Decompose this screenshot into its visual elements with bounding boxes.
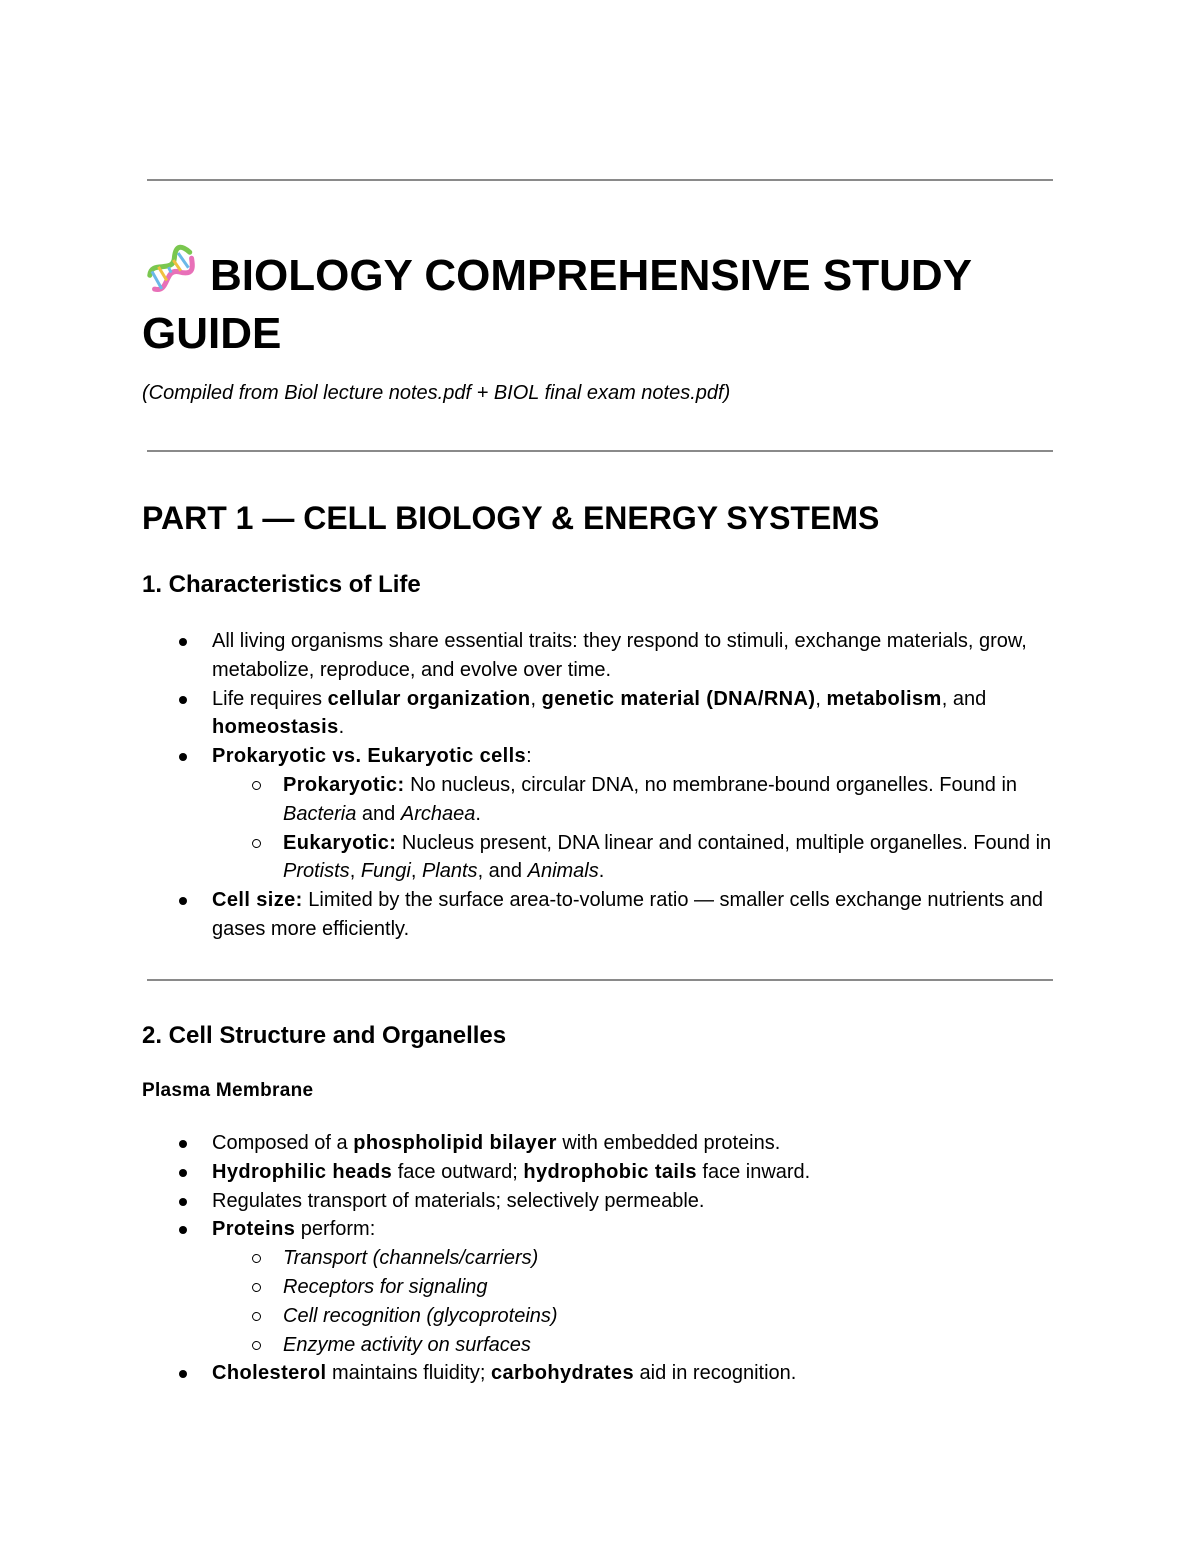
list-item: All living organisms share essential traits: they respond to stimuli, exchange materials, grow, metabolize, reproduce, and evolve over time. bbox=[142, 627, 1062, 685]
document-subtitle: (Compiled from Biol lecture notes.pdf + BIOL final exam notes.pdf) bbox=[142, 382, 731, 404]
sub-list-item: Prokaryotic: No nucleus, circular DNA, no membrane-bound organelles. Found in Bacteria and Archaea. bbox=[212, 771, 1062, 829]
list-item: Composed of a phospholipid bilayer with embedded proteins. bbox=[142, 1129, 1062, 1158]
horizontal-rule bbox=[147, 450, 1053, 452]
subsection-heading: Plasma Membrane bbox=[142, 1080, 314, 1101]
list-item: Regulates transport of materials; selectively permeable. bbox=[142, 1187, 1062, 1216]
list-item: Cholesterol maintains fluidity; carbohydrates aid in recognition. bbox=[142, 1359, 1062, 1388]
sub-list bbox=[212, 771, 1062, 886]
sub-list-item: Transport (channels/carriers) bbox=[212, 1244, 1062, 1273]
section-heading: 1. Characteristics of Life bbox=[142, 571, 421, 598]
list-item: Prokaryotic vs. Eukaryotic cells: Prokaryotic: No nucleus, circular DNA, no membrane-bound organelles. Found in Bacteria and Archaea. Eukaryotic: Nucleus present, DNA linear and contained, multiple organelles. Found in Protists, Fungi, Plants, and Animals. bbox=[142, 742, 1062, 886]
sub-list-item: Cell recognition (glycoproteins) bbox=[212, 1302, 1062, 1331]
list-item: Hydrophilic heads face outward; hydrophobic tails face inward. bbox=[142, 1158, 1062, 1187]
document-title bbox=[142, 240, 1052, 363]
list-item: Cell size: Limited by the surface area-to-volume ratio — smaller cells exchange nutrients and gases more efficiently. bbox=[142, 886, 1062, 944]
sub-list-item: Eukaryotic: Nucleus present, DNA linear and contained, multiple organelles. Found in Protists, Fungi, Plants, and Animals. bbox=[212, 829, 1062, 887]
section2-list bbox=[142, 1129, 1062, 1388]
dna-icon bbox=[142, 240, 200, 298]
list-item: Life requires cellular organization, genetic material (DNA/RNA), metabolism, and homeostasis. bbox=[142, 685, 1062, 743]
sub-list-item: Enzyme activity on surfaces bbox=[212, 1331, 1062, 1360]
part-heading: PART 1 — CELL BIOLOGY & ENERGY SYSTEMS bbox=[142, 500, 880, 536]
title-text: BIOLOGY COMPREHENSIVE STUDY GUIDE bbox=[142, 251, 972, 358]
horizontal-rule bbox=[147, 179, 1053, 181]
list-item: Proteins perform: Transport (channels/carriers) Receptors for signaling Cell recognition (glycoproteins) Enzyme activity on surfaces bbox=[142, 1215, 1062, 1359]
sub-list bbox=[212, 1244, 1062, 1359]
section1-list bbox=[142, 627, 1062, 944]
horizontal-rule bbox=[147, 979, 1053, 981]
sub-list-item: Receptors for signaling bbox=[212, 1273, 1062, 1302]
section-heading: 2. Cell Structure and Organelles bbox=[142, 1022, 507, 1049]
